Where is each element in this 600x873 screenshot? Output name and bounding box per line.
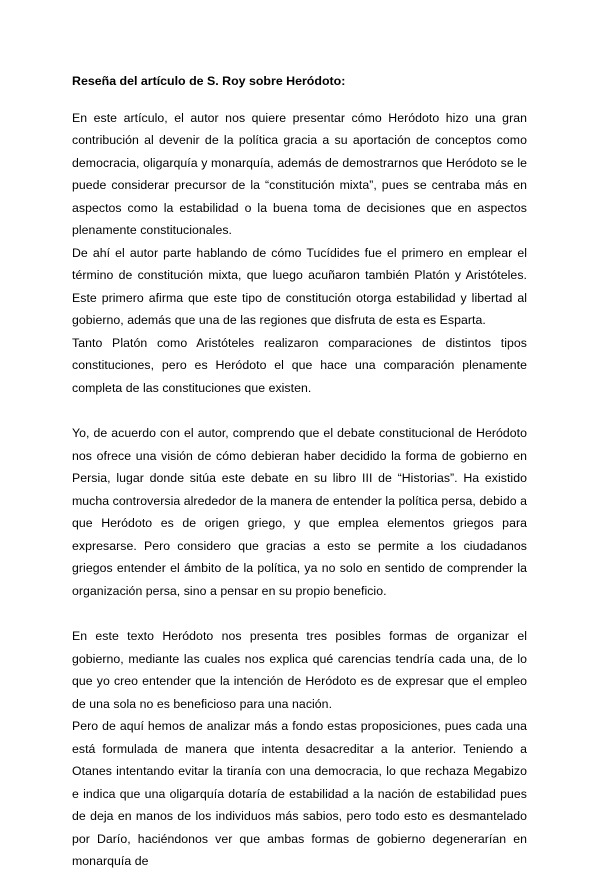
paragraph-5: En este texto Heródoto nos presenta tres posibles formas de organizar el gobierno, mediante las cuales nos explica qué carencias tendría cada una, de lo que yo creo entender que la intención de Heródoto es de expresar que el empleo de una sola no es beneficioso para una nación. [72, 629, 527, 711]
paragraph-4: Yo, de acuerdo con el autor, comprendo que el debate constitucional de Heródoto nos ofrece una visión de cómo debieran haber decidido la forma de gobierno en Persia, lugar donde sitúa este debate en su libro III de “Historias”. Ha existido mucha controversia alrededor de la manera de entender la política persa, debido a que Heródoto es de origen griego, y que emplea elementos griegos para expresarse. Pero considero que gracias a esto se permite a los ciudadanos griegos entender el ámbito de la política, ya no solo en sentido de comprender la organización persa, sino a pensar en su propio beneficio. [72, 426, 527, 598]
paragraph-3: Tanto Platón como Aristóteles realizaron comparaciones de distintos tipos constituciones, pero es Heródoto el que hace una comparación plenamente completa de las constituciones que existen. [72, 335, 527, 395]
paragraph-gap [72, 399, 527, 422]
document-body [72, 70, 527, 873]
paragraph-gap [72, 602, 527, 625]
paragraph-2: De ahí el autor parte hablando de cómo Tucídides fue el primero en emplear el término de constitución mixta, que luego acuñaron también Platón y Aristóteles. Este primero afirma que este tipo de constitución otorga estabilidad y libertad al gobierno, además que una de las regiones que disfruta de esta es Esparta. [72, 245, 527, 327]
document-title: Reseña del artículo de S. Roy sobre Heródoto: [72, 74, 346, 88]
paragraph-6: Pero de aquí hemos de analizar más a fondo estas proposiciones, pues cada una está formulada de manera que intenta desacreditar a la anterior. Teniendo a Otanes intentando evitar la tiranía con una democracia, lo que rechaza Megabizo e indica que una oligarquía dotaría de estabilidad a la nación de estabilidad pues de deja en manos de los individuos más sabios, pero todo esto es desmantelado por Darío, haciéndonos ver que ambas formas de gobierno degenerarían en monarquía de [72, 719, 527, 868]
paragraph-1: En este artículo, el autor nos quiere presentar cómo Heródoto hizo una gran contribución al devenir de la política gracia a su aportación de conceptos como democracia, oligarquía y monarquía, además de demostrarnos que Heródoto se le puede considerar precursor de la “constitución mixta”, pues se centraba más en aspectos como la estabilidad o la buena toma de decisiones que en aspectos plenamente constitucionales. [72, 110, 527, 237]
